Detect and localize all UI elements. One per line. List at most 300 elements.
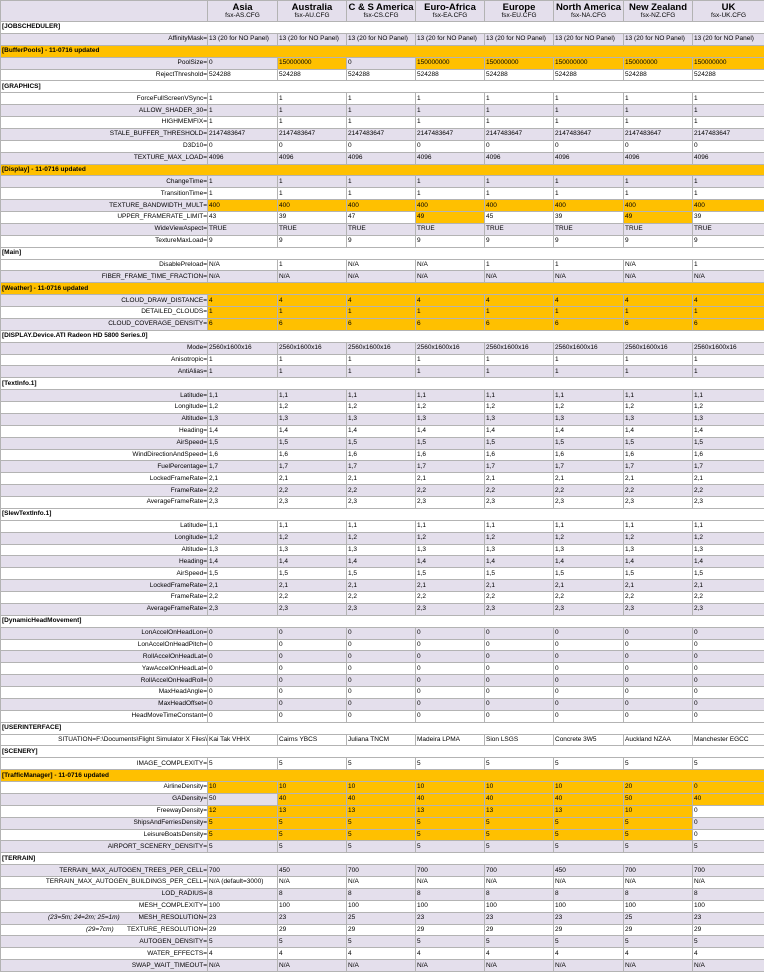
setting-value: 4096 [485,152,554,164]
setting-value: 0 [485,639,554,651]
setting-value: 4096 [624,152,693,164]
setting-value: 400 [416,200,485,212]
setting-key: ShipsAndFerriesDensity= [133,819,207,826]
setting-value: 8 [693,888,764,900]
setting-value: 1,2 [485,402,554,414]
setting-value: 23 [485,912,554,924]
section-label: [BufferPools] - 11-0716 updated [1,45,764,57]
setting-key: MaxHeadAngle= [159,688,207,695]
setting-value: 1,2 [208,402,278,414]
setting-value: 0 [624,710,693,722]
setting-key: CLOUD_COVERAGE_DENSITY= [108,320,207,327]
setting-value: 23 [416,912,485,924]
setting-row [1,140,764,152]
setting-value: 1,2 [278,402,347,414]
setting-value: 2,1 [554,473,624,485]
setting-value: 5 [485,841,554,853]
setting-value: 1 [624,366,693,378]
setting-row [1,912,764,924]
setting-value: 1 [485,93,554,105]
setting-key-cell [1,639,208,651]
setting-value: 5 [208,817,278,829]
setting-row [1,57,764,69]
section-header-row [1,615,764,627]
setting-value: 0 [208,675,278,687]
setting-key-cell [1,390,208,402]
setting-value: 4 [693,295,764,307]
setting-key-cell [1,259,208,271]
setting-value: 5 [347,758,416,770]
setting-value: 5 [485,817,554,829]
setting-key: Longitude= [175,403,207,410]
setting-value: 5 [485,758,554,770]
setting-value: 4 [278,295,347,307]
setting-value: 1 [554,307,624,319]
setting-value: 5 [208,758,278,770]
setting-value: 0 [278,627,347,639]
setting-value: 0 [485,140,554,152]
setting-key-cell [1,520,208,532]
setting-value: 150000000 [485,57,554,69]
setting-row [1,960,764,972]
setting-value: N/A [554,960,624,972]
setting-key: LockedFrameRate= [150,582,207,589]
setting-row [1,93,764,105]
setting-key: LonAccelOnHeadLon= [141,629,207,636]
setting-key: MESH_RESOLUTION= [139,914,207,921]
setting-key: WATER_EFFECTS= [147,950,207,957]
setting-key: LOD_RADIUS= [162,890,207,897]
section-header-row [1,330,764,342]
setting-row [1,354,764,366]
setting-value: 100 [554,900,624,912]
setting-value: 1,5 [693,568,764,580]
setting-value: 1,6 [416,449,485,461]
setting-key: TransitionTime= [161,190,207,197]
setting-value: 1,1 [485,390,554,402]
setting-value: 4 [416,295,485,307]
setting-value: 1,7 [554,461,624,473]
setting-value: 5 [554,758,624,770]
setting-key-cell [1,69,208,81]
setting-value: 5 [416,936,485,948]
setting-value: 1 [208,176,278,188]
setting-value: 524288 [693,69,764,81]
setting-value: 1,2 [278,532,347,544]
setting-value: 1 [624,117,693,129]
setting-value: 2,3 [347,497,416,509]
setting-value: N/A [416,960,485,972]
setting-value: Cairns YBCS [278,734,347,746]
setting-key-cell [1,782,208,794]
setting-value: 1,4 [278,425,347,437]
setting-value: 1 [347,307,416,319]
setting-value: 1,5 [485,568,554,580]
table-body [1,1,764,972]
setting-value: N/A [554,271,624,283]
setting-value: 2560x1600x16 [278,342,347,354]
setting-value: 2,1 [485,580,554,592]
setting-key-cell [1,473,208,485]
setting-value: 2,3 [554,603,624,615]
setting-value: 29 [485,924,554,936]
setting-value: 1 [416,93,485,105]
setting-value: 1,3 [208,544,278,556]
setting-key-cell [1,188,208,200]
setting-value: 2,2 [416,592,485,604]
setting-row [1,259,764,271]
setting-value: 6 [416,318,485,330]
setting-value: N/A [624,271,693,283]
section-label: [Display] - 11-0716 updated [1,164,764,176]
setting-value: 5 [624,829,693,841]
setting-key-cell [1,948,208,960]
setting-value: 6 [347,318,416,330]
setting-key-cell [1,449,208,461]
setting-value: 524288 [347,69,416,81]
setting-value: 1 [485,259,554,271]
setting-key: Heading= [179,427,207,434]
setting-value: 0 [208,710,278,722]
setting-value: 13 [416,805,485,817]
region-file: fsx-AU.CFG [279,13,345,20]
region-header [278,1,347,22]
setting-value: 1,3 [278,413,347,425]
setting-key-cell [1,912,208,924]
setting-value: 1 [693,354,764,366]
setting-value: 0 [554,698,624,710]
setting-value: 2,3 [624,603,693,615]
setting-key: AverageFrameRate= [147,605,207,612]
setting-value: 1 [485,366,554,378]
setting-note: (23=5m; 24=2m; 25=1m) [2,913,120,923]
setting-value: 0 [693,651,764,663]
setting-value: 150000000 [624,57,693,69]
setting-value: 1,1 [416,520,485,532]
setting-value: 9 [693,235,764,247]
setting-value: 0 [208,663,278,675]
region-name: North America [555,3,622,13]
setting-key: TERRAIN_MAX_AUTOGEN_BUILDINGS_PER_CELL= [46,878,207,885]
setting-value: 1,2 [485,532,554,544]
setting-value: 5 [554,829,624,841]
setting-value: 5 [624,936,693,948]
setting-value: 5 [278,758,347,770]
setting-value: 40 [347,793,416,805]
setting-row [1,425,764,437]
setting-value: 6 [554,318,624,330]
setting-value: 5 [278,841,347,853]
setting-key: MESH_COMPLEXITY= [139,902,207,909]
setting-value: 524288 [416,69,485,81]
setting-value: 1 [624,307,693,319]
setting-value: 1,3 [416,544,485,556]
setting-key: Longitude= [175,534,207,541]
setting-value: 2,2 [554,485,624,497]
region-file: fsx-UK.CFG [694,13,763,20]
section-header-row [1,81,764,93]
setting-value: 1 [624,188,693,200]
setting-key-cell [1,176,208,188]
setting-value: 13 (20 for NO Panel) [693,33,764,45]
setting-value: N/A [278,271,347,283]
setting-value: 2,3 [278,497,347,509]
setting-value: 524288 [278,69,347,81]
setting-row [1,888,764,900]
setting-value: 1,5 [624,437,693,449]
setting-key-cell [1,425,208,437]
setting-key-cell [1,817,208,829]
setting-value: 47 [347,212,416,224]
setting-row [1,877,764,889]
setting-value: 9 [554,235,624,247]
setting-value: 2,2 [485,485,554,497]
setting-key-cell [1,556,208,568]
setting-value: 1,4 [624,425,693,437]
setting-value: 29 [554,924,624,936]
setting-key: FIBER_FRAME_TIME_FRACTION= [102,273,207,280]
setting-value: 2147483647 [347,128,416,140]
region-header [347,1,416,22]
setting-value: 2147483647 [416,128,485,140]
setting-value: 700 [624,865,693,877]
setting-value: 1 [485,354,554,366]
setting-value: 0 [554,639,624,651]
setting-row [1,520,764,532]
setting-value: 2,3 [554,497,624,509]
setting-value: 5 [278,817,347,829]
setting-row [1,544,764,556]
setting-value: 5 [347,841,416,853]
setting-value: 1 [278,93,347,105]
setting-value: 13 (20 for NO Panel) [485,33,554,45]
setting-key-cell [1,698,208,710]
setting-key-cell [1,580,208,592]
setting-value: 1 [278,105,347,117]
setting-row [1,473,764,485]
section-header-row [1,722,764,734]
setting-value: TRUE [347,223,416,235]
setting-value: 13 (20 for NO Panel) [208,33,278,45]
setting-value: 4096 [554,152,624,164]
setting-key-cell [1,342,208,354]
setting-value: 5 [554,817,624,829]
setting-value: 2,3 [693,603,764,615]
setting-value: 8 [624,888,693,900]
setting-value: 13 [278,805,347,817]
setting-value: 0 [693,710,764,722]
setting-value: 1,3 [485,544,554,556]
setting-value: 6 [693,318,764,330]
setting-value: 1 [554,176,624,188]
setting-value: 25 [347,912,416,924]
setting-row [1,627,764,639]
setting-value: 1,6 [347,449,416,461]
setting-value: 8 [416,888,485,900]
setting-value: 0 [278,140,347,152]
setting-value: 2,2 [278,485,347,497]
setting-value: 524288 [554,69,624,81]
region-header [416,1,485,22]
setting-row [1,402,764,414]
setting-value: 5 [416,841,485,853]
setting-value: N/A (default=3000) [208,877,278,889]
setting-value: N/A [485,271,554,283]
setting-value: 1 [693,93,764,105]
region-file: fsx-NZ.CFG [625,13,691,20]
setting-key: AirSpeed= [176,570,207,577]
setting-value: 0 [624,140,693,152]
setting-value: 2560x1600x16 [554,342,624,354]
setting-value: 1 [416,176,485,188]
setting-value: 1,2 [624,402,693,414]
setting-value: 40 [416,793,485,805]
setting-value: 29 [624,924,693,936]
setting-key: D3D10= [183,142,207,149]
setting-key: LeisureBoatsDensity= [144,831,207,838]
setting-value: 400 [693,200,764,212]
setting-value: 1,7 [347,461,416,473]
setting-value: 4096 [278,152,347,164]
setting-value: 1,5 [554,568,624,580]
setting-value: 2,1 [278,580,347,592]
setting-value: N/A [693,960,764,972]
setting-value: 1 [208,188,278,200]
setting-value: 29 [347,924,416,936]
setting-value: 1,4 [554,556,624,568]
setting-value: 1,1 [347,520,416,532]
setting-value: 43 [208,212,278,224]
region-name: New Zealand [625,3,691,13]
setting-value: 1,5 [347,437,416,449]
setting-value: 2560x1600x16 [485,342,554,354]
setting-value: 1 [624,93,693,105]
setting-value: 524288 [485,69,554,81]
setting-key-cell [1,675,208,687]
setting-key: AUTOGEN_DENSITY= [139,938,207,945]
setting-key: CLOUD_DRAW_DISTANCE= [121,297,207,304]
setting-value: 1 [554,117,624,129]
section-label: [DISPLAY.Device.ATI Radeon HD 5800 Series.0] [1,330,764,342]
setting-row [1,663,764,675]
setting-key: TEXTURE_RESOLUTION= [127,926,207,933]
setting-key: Latitude= [180,522,207,529]
setting-key: RollAccelOnHeadRoll= [141,677,207,684]
setting-value: 2,1 [416,473,485,485]
region-name: Euro-Africa [417,3,483,13]
setting-value: 1 [624,105,693,117]
setting-value: 1 [347,366,416,378]
setting-row [1,710,764,722]
setting-value: 1 [208,307,278,319]
setting-value: 0 [554,710,624,722]
setting-key: DisablePreload= [159,261,207,268]
region-name: UK [694,3,763,13]
setting-value: 10 [485,782,554,794]
setting-value: 1,1 [278,520,347,532]
setting-row [1,758,764,770]
setting-value: 1,5 [208,568,278,580]
setting-key: AIRPORT_SCENERY_DENSITY= [108,843,207,850]
setting-value: 1,1 [624,520,693,532]
setting-key-cell [1,960,208,972]
setting-row [1,485,764,497]
setting-value: N/A [485,877,554,889]
setting-value: 0 [278,639,347,651]
setting-key: RollAccelOnHeadLat= [143,653,207,660]
setting-key-cell [1,710,208,722]
setting-value: 0 [554,663,624,675]
setting-value: 2560x1600x16 [416,342,485,354]
setting-value: 100 [208,900,278,912]
setting-value: 1 [416,105,485,117]
setting-value: 1 [693,105,764,117]
region-file: fsx-EU.CFG [486,13,552,20]
setting-value: 1,4 [416,425,485,437]
setting-value: 5 [554,841,624,853]
setting-value: 0 [278,710,347,722]
setting-value: 49 [624,212,693,224]
setting-value: 1,5 [347,568,416,580]
setting-value: 10 [554,782,624,794]
setting-key: Latitude= [180,392,207,399]
setting-value: 4 [624,295,693,307]
setting-value: 12 [208,805,278,817]
setting-value: 2,1 [693,473,764,485]
setting-value: 1 [416,366,485,378]
setting-row [1,235,764,247]
setting-value: 9 [624,235,693,247]
section-header-row [1,164,764,176]
setting-value: 2147483647 [693,128,764,140]
setting-value: 1,7 [208,461,278,473]
setting-value: 5 [485,936,554,948]
setting-value: 0 [624,627,693,639]
setting-value: 1,4 [554,425,624,437]
setting-value: 1 [554,105,624,117]
setting-value: 1,2 [347,532,416,544]
setting-value: 450 [278,865,347,877]
setting-value: N/A [693,271,764,283]
setting-row [1,639,764,651]
setting-value: 5 [624,841,693,853]
setting-key-cell [1,57,208,69]
setting-value: 40 [278,793,347,805]
setting-value: 1,5 [554,437,624,449]
setting-value: 5 [347,936,416,948]
setting-key-cell [1,105,208,117]
setting-key: AirlineDensity= [163,783,207,790]
setting-key-cell [1,223,208,235]
setting-value: 1,2 [416,402,485,414]
setting-value: 1 [208,105,278,117]
section-header-row [1,853,764,865]
setting-row [1,865,764,877]
setting-row [1,307,764,319]
setting-value: N/A [208,259,278,271]
setting-value: 2,2 [208,485,278,497]
setting-value: 1,5 [278,437,347,449]
setting-value: 0 [693,829,764,841]
setting-value: N/A [624,960,693,972]
setting-key-cell [1,271,208,283]
setting-value: 1,6 [485,449,554,461]
setting-key: SWAP_WAIT_TIMEOUT= [132,962,207,969]
setting-note: (29=7cm) [2,925,114,935]
setting-key-cell [1,437,208,449]
setting-row [1,117,764,129]
setting-value: 2,1 [416,580,485,592]
